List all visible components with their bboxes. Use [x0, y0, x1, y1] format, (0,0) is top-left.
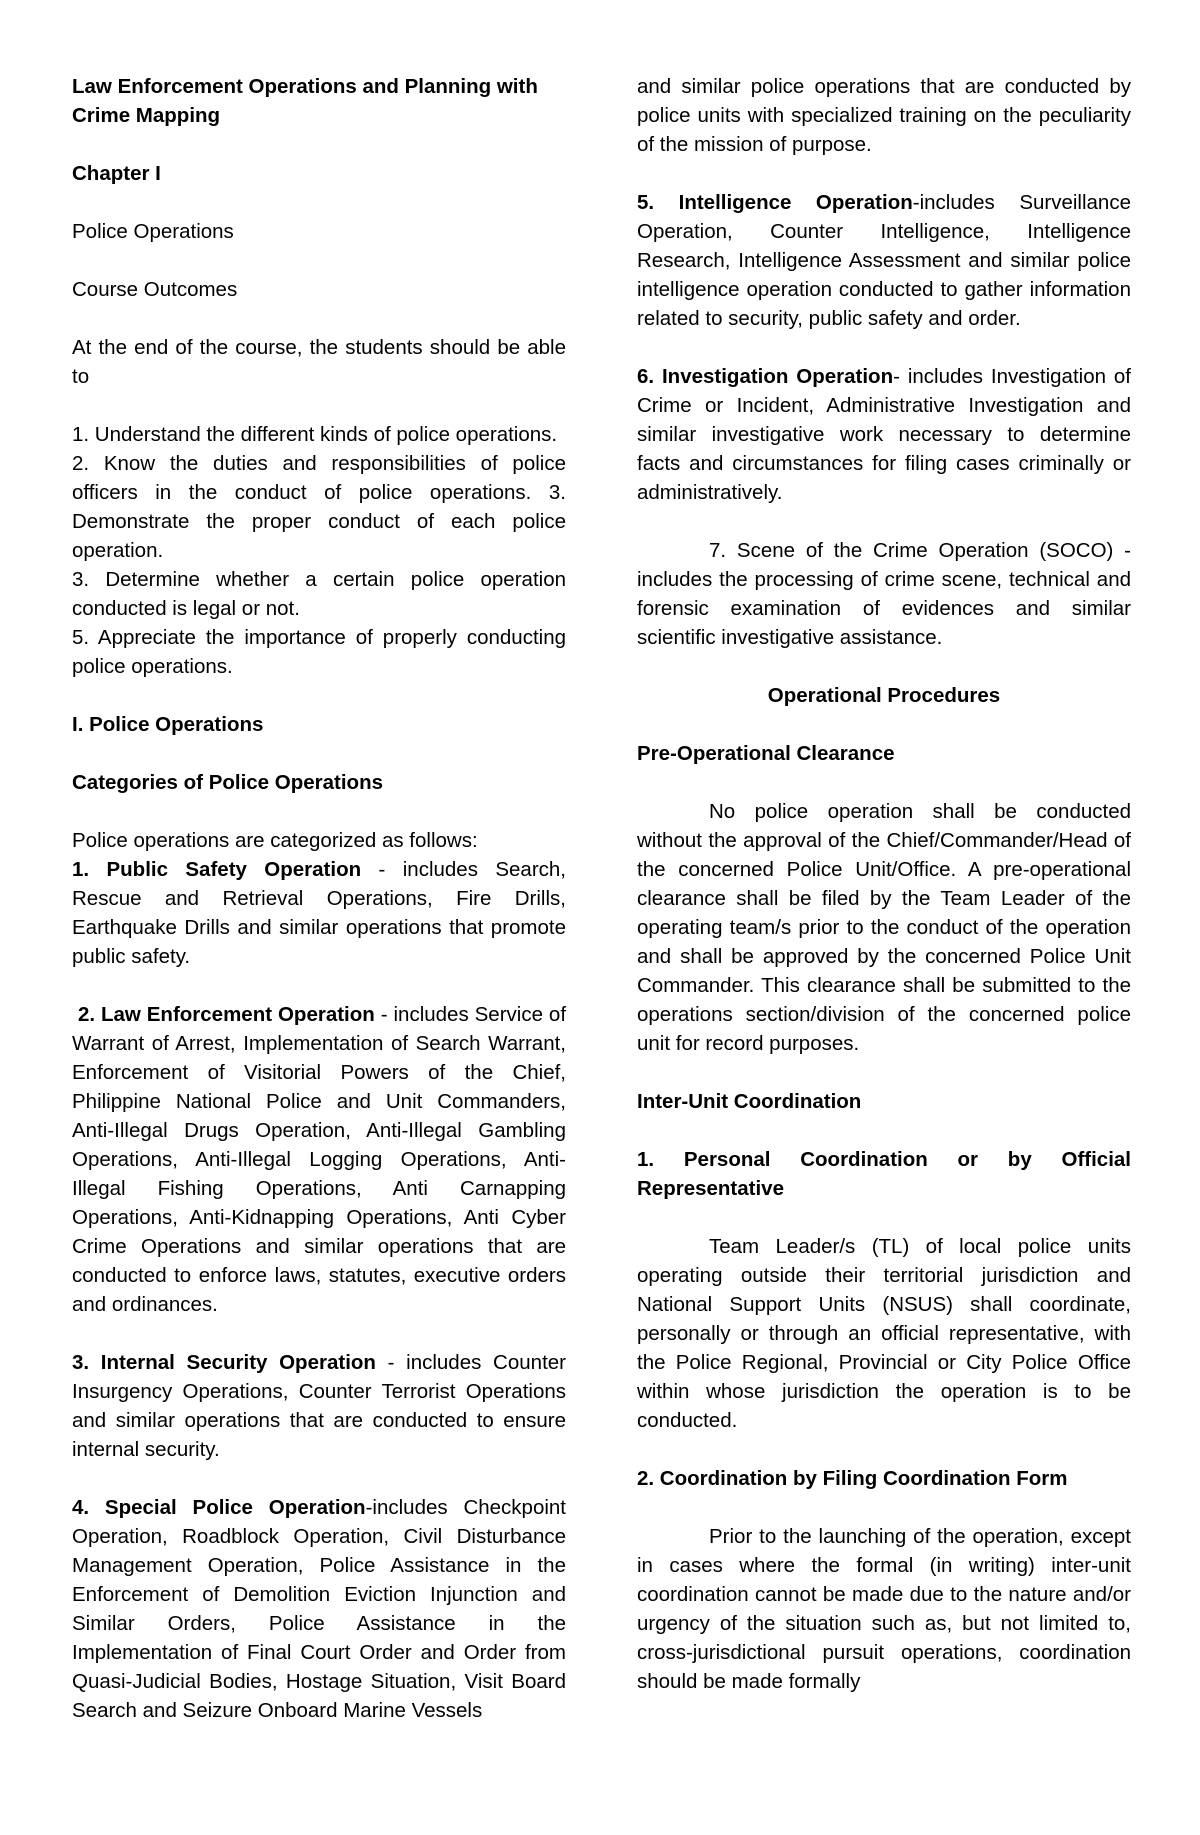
operational-procedures-heading: Operational Procedures [767, 684, 1001, 707]
category-label: 3. Internal Security Operation [72, 1351, 376, 1374]
category-text: -includes Checkpoint Operation, Roadblock Operation, Civil Disturbance Management Operation, Police Assistance in the Enforcement of Demolition Eviction Injunction and Similar Orders, Police Assistance in the Implementation of Final Court Order and Order from Quasi-Judicial Bodies, Hostage Situation, Visit Board Search and Seizure Onboard Marine Vessels [72, 1496, 567, 1722]
category-item [637, 188, 1131, 333]
category-label: 2. Law Enforcement Operation [77, 1003, 375, 1026]
left-column [72, 72, 566, 1725]
category-item: 7. Scene of the Crime Operation (SOCO) - includes the processing of crime scene, technical and forensic examination of evidences and similar scientific investigative assistance. [637, 539, 1131, 649]
outcome-item: 1. Understand the different kinds of police operations. [72, 423, 558, 446]
pre-operational-text: No police operation shall be conducted without the approval of the Chief/Commander/Head of the concerned Police Unit/Office. A pre-operational clearance shall be filed by the Team Leader of the operating team/s prior to the conduct of the operation and shall be approved by the concerned Police Unit Commander. This clearance shall be submitted to the operations section/division of the concerned police unit for record purposes. [637, 800, 1131, 1055]
category-item [72, 1000, 566, 1319]
inter-unit-heading: Inter-Unit Coordination [637, 1090, 862, 1113]
outcome-item: 5. Appreciate the importance of properly conducting police operations. [72, 626, 566, 678]
outcomes-heading: Course Outcomes [72, 278, 238, 301]
categories-heading: Categories of Police Operations [72, 771, 383, 794]
outcome-item: 2. Know the duties and responsibilities of police officers in the conduct of police operations. 3. Demonstrate the proper conduct of each police operation. [72, 452, 566, 562]
categories-intro: Police operations are categorized as follows: [72, 829, 478, 852]
outcomes-intro: At the end of the course, the students should be able to [72, 336, 566, 388]
category-text: - includes Search, Rescue and Retrieval Operations, Fire Drills, Earthquake Drills and similar operations that promote public safety. [72, 858, 566, 968]
category-text: - includes Investigation of Crime or Incident, Administrative Investigation and similar investigative work necessary to determine facts and circumstances for filing cases criminally or administratively. [637, 365, 1131, 504]
chapter-subtitle: Police Operations [72, 220, 234, 243]
category-label: 4. Special Police Operation [72, 1496, 366, 1519]
section-heading: I. Police Operations [72, 713, 264, 736]
category-text: -includes Surveillance Operation, Counter Intelligence, Intelligence Research, Intelligence Assessment and similar police intelligence operation conducted to gather information related to security, public safety and order. [637, 191, 1131, 330]
category-item [637, 362, 1131, 507]
category-item [72, 1348, 566, 1464]
category-text: - includes Counter Insurgency Operations, Counter Terrorist Operations and similar operations that are conducted to ensure internal security. [72, 1351, 566, 1461]
right-column [637, 72, 1131, 1696]
personal-coordination-heading: 1. Personal Coordination or by Official Representative [637, 1148, 1131, 1200]
category-label: 1. Public Safety Operation [72, 858, 362, 881]
outcome-item: 3. Determine whether a certain police operation conducted is legal or not. [72, 568, 566, 620]
document-title [72, 72, 566, 130]
continued-text: and similar police operations that are conducted by police units with specialized training on the peculiarity of the mission of purpose. [637, 75, 1131, 156]
category-text: - includes Service of Warrant of Arrest, Implementation of Search Warrant, Enforcement of Visitorial Powers of the Chief, Philippine National Police and Unit Commanders, Anti-Illegal Drugs Operation, Anti-Illegal Gambling Operations, Anti-Illegal Logging Operations, Anti-Illegal Fishing Operations, Anti Carnapping Operations, Anti-Kidnapping Operations, Anti Cyber Crime Operations and similar operations that are conducted to enforce laws, statutes, executive orders and ordinances. [72, 1003, 567, 1316]
pre-operational-heading: Pre-Operational Clearance [637, 742, 895, 765]
category-item [72, 855, 566, 971]
category-label: 5. Intelligence Operation [637, 191, 913, 214]
coordination-form-text: Prior to the launching of the operation, except in cases where the formal (in writing) inter-unit coordination cannot be made due to the nature and/or urgency of the situation such as, but not limited to, cross-jurisdictional pursuit operations, coordination should be made formally [637, 1525, 1131, 1693]
chapter-heading: Chapter I [72, 162, 161, 185]
category-item [72, 1493, 566, 1725]
title-line-2: Crime Mapping [72, 104, 221, 127]
coordination-form-heading: 2. Coordination by Filing Coordination Form [637, 1467, 1068, 1490]
personal-coordination-text: Team Leader/s (TL) of local police units operating outside their territorial jurisdiction and National Support Units (NSUS) shall coordinate, personally or through an official representative, with the Police Regional, Provincial or City Police Office within whose jurisdiction the operation is to be conducted. [637, 1235, 1131, 1432]
title-line-1: Law Enforcement Operations and Planning with [72, 75, 538, 98]
category-label: 6. Investigation Operation [637, 365, 894, 388]
